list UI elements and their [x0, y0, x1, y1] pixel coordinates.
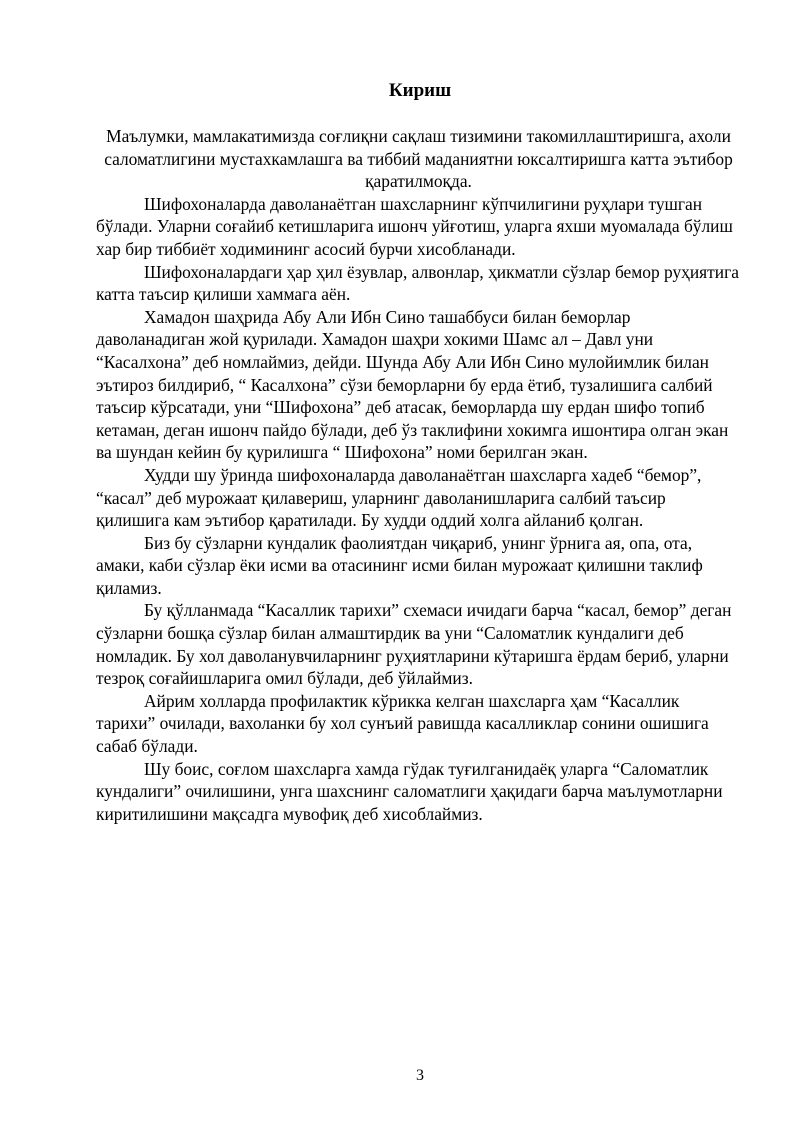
paragraph-intro: Маълумки, мамлакатимизда соғлиқни сақлаш тизимини такомиллаштиришга, ахоли саломатлигини мустахкамлашга ва тиббий маданиятни юксалтиришга катта эътибор қаратилмоқда. — [104, 126, 733, 192]
paragraph-7: Бу қўлланмада “Касаллик тарихи” схемаси ичидаги барча “касал, бемор” деган сўзларни бошқа сўзлар билан алмаштирдик ва уни “Саломатлик кундалиги деб номладик. Бу хол даволанувчиларнинг руҳиятларини кўтаришга ёрдам бериб, уларни тезроқ соғайишларига омил бўлади, деб ўйлаймиз. — [96, 600, 732, 689]
paragraph-6: Биз бу сўзларни кундалик фаолиятдан чиқариб, унинг ўрнига ая, опа, ота, амаки, каби сўзлар ёки исми ва отасининг исми билан мурожаат қилишни таклиф қиламиз. — [96, 532, 703, 598]
paragraph-2: Шифохоналарда даволанаётган шахсларнинг кўпчилигини руҳлари тушган бўлади. Уларни соғайиб кетишларига ишонч уйғотиш, уларга яхши муомалада бўлиш хар бир тиббиёт ходимининг асосий бурчи хисобланади. — [96, 193, 733, 259]
page-title: Кириш — [388, 80, 452, 101]
paragraph-8: Айрим холларда профилактик кўрикка келган шахсларга ҳам “Касаллик тарихи” очилади, вахоланки бу хол сунъий равишда касалликлар сонини ошишига сабаб бўлади. — [96, 690, 709, 757]
paragraph-3: Шифохоналардаги ҳар ҳил ёзувлар, алвонлар, ҳикматли сўзлар бемор руҳиятига катта таъсир қилиши хаммага аён. — [96, 261, 739, 305]
paragraph-5: Худди шу ўринда шифохоналарда даволанаётган шахсларга хадеб “бемор”, “касал” деб мурожаат қилавериш, уларнинг даволанишларига салбий таъсир қилишига кам эътибор қаратилади. Бу худди оддий холга айланиб қолган. — [96, 464, 702, 531]
paragraph-9: Шу боис, соғлом шахсларга хамда гўдак туғилганидаёқ уларга “Саломатлик кундалиги” очилишини, унга шахснинг саломатлиги ҳақидаги барча маълумотларни киритилишини мақсадга мувофиқ деб хисоблаймиз. — [96, 758, 723, 824]
paragraph-4: Хамадон шаҳрида Абу Али Ибн Сино ташаббуси билан беморлар даволанадиган жой қурилади. Хамадон шаҳри хокими Шамс ал – Давл уни “Касалхона” деб номлаймиз, дейди. Шунда Абу Али Ибн Сино мулойимлик билан эътироз билдириб, “ Касалхона” сўзи беморларни бу ерда ётиб, тузалишига салбий таъсир кўрсатади, уни “Шифохона” деб атасак, беморларда шу ердан шифо топиб кетаман, деган ишонч пайдо бўлади, деб ўз таклифини хокимга ишонтира олган экан ва шундан кейин бу қурилишга “ Шифохона” номи берилган экан. — [96, 306, 729, 463]
page-number: 3 — [416, 1067, 424, 1084]
document-body — [96, 125, 741, 825]
